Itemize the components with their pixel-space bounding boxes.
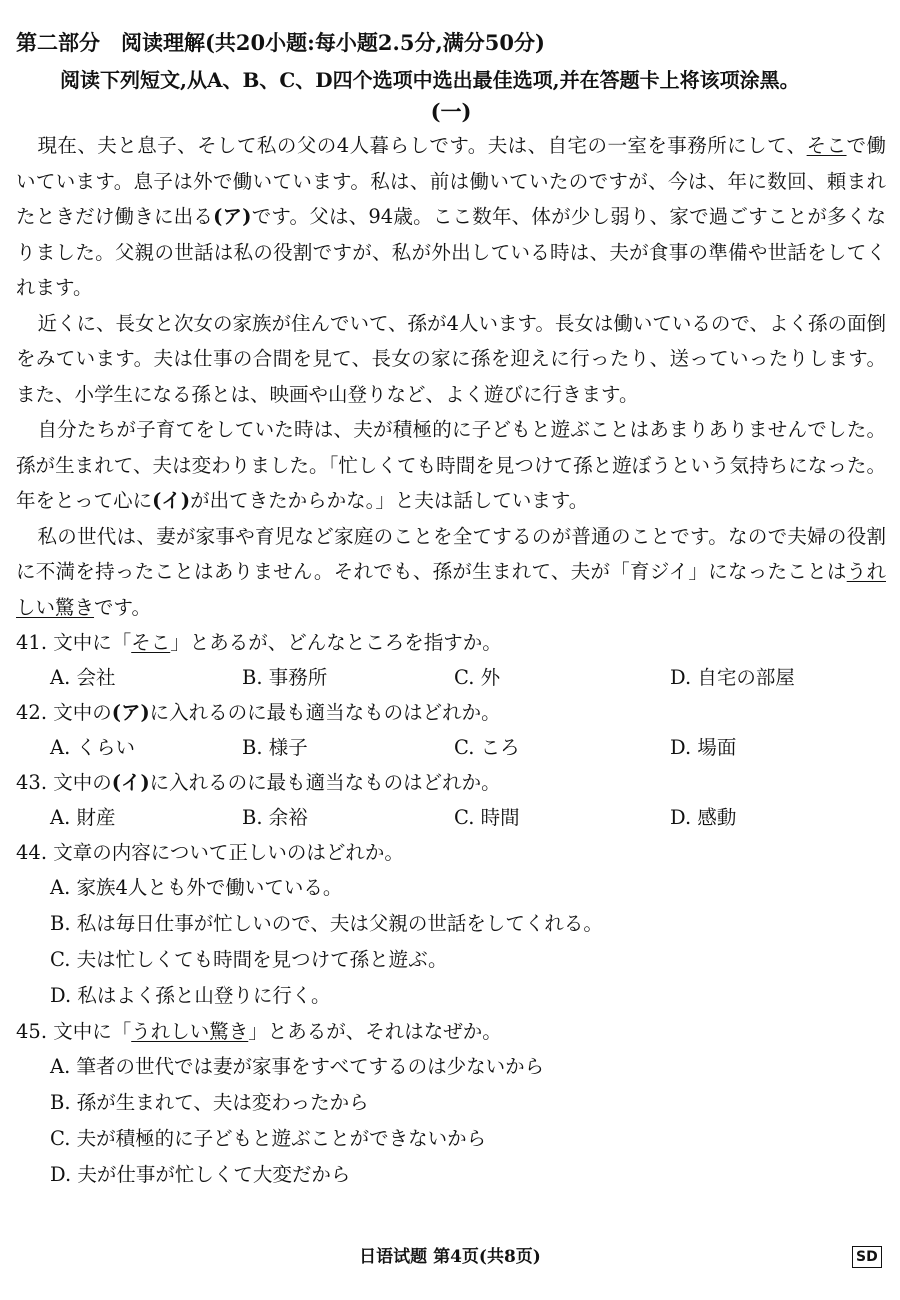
option-b[interactable]: B. 私は毎日仕事が忙しいので、夫は父親の世話をしてくれる。	[50, 912, 603, 935]
instruction-text: 阅读下列短文,从A、B、C、D四个选项中选出最佳选项,并在答题卡上将该项涂黑。	[60, 68, 800, 92]
reading-passage	[16, 128, 886, 625]
options	[16, 1049, 886, 1193]
option-a[interactable]: A. 筆者の世代では妻が家事をすべてするのは少ないから	[50, 1055, 545, 1078]
passage-paragraph-4	[16, 519, 886, 626]
option-d[interactable]: D. 自宅の部屋	[670, 666, 795, 689]
passage-text: で働いています。息子は外で働いています。私は、前は働いていたのですが、今は、年に数回、頼まれたときだけ働きに出る	[16, 134, 886, 228]
stem-text: 41. 文中に「	[16, 631, 132, 654]
stem-underlined: うれしい驚き	[131, 1020, 249, 1043]
option-c[interactable]: C. 夫は忙しくても時間を見つけて孫と遊ぶ。	[50, 948, 448, 971]
option-a[interactable]: A. 会社	[50, 666, 116, 689]
question-45	[16, 1014, 886, 1193]
option-d[interactable]: D. 夫が仕事が忙しくて大変だから	[50, 1163, 351, 1186]
blank-a: (ア)	[213, 205, 252, 228]
blank-i: (イ)	[152, 489, 191, 512]
stem-blank: (ア)	[111, 701, 150, 724]
option-a[interactable]: A. くらい	[50, 736, 135, 759]
option-d[interactable]: D. 感動	[670, 806, 737, 829]
exam-page	[16, 28, 886, 1193]
option-b[interactable]: B. 事務所	[242, 666, 328, 689]
stem-text: に入れるのに最も適当なものはどれか。	[149, 771, 501, 794]
sd-badge: SD	[852, 1246, 882, 1268]
option-d[interactable]: D. 場面	[670, 736, 737, 759]
stem-blank: (イ)	[111, 771, 150, 794]
stem-text: 」とあるが、それはなぜか。	[248, 1020, 502, 1043]
page-number: 日语试题 第4页(共8页)	[359, 1247, 541, 1267]
question-44	[16, 835, 886, 1014]
options	[16, 660, 886, 695]
passage-paragraph-1	[16, 128, 886, 306]
options	[16, 800, 886, 835]
question-stem	[16, 1014, 886, 1049]
passage-text: 私の世代は、妻が家事や育児など家庭のことを全てするのが普通のことです。なので夫婦の役割に不満を持ったことはありません。それでも、孫が生まれて、夫が「育ジイ」になったことは	[16, 524, 886, 583]
option-b[interactable]: B. 様子	[242, 736, 308, 759]
passage-text: が出てきたからかな。」と夫は話しています。	[190, 489, 589, 512]
question-42	[16, 695, 886, 765]
passage-text: 現在、夫と息子、そして私の父の4人暮らしです。夫は、自宅の一室を事務所にして、	[37, 134, 807, 157]
stem-text: に入れるのに最も適当なものはどれか。	[149, 701, 501, 724]
underlined-ureshii-odoroki: うれしい驚き	[16, 560, 886, 619]
passage-text: です。父は、94歳。ここ数年、体が少し弱り、家で過ごすことが多くなりました。父親の世話は私の役割ですが、私が外出している時は、夫が食事の準備や世話をしてくれます。	[16, 205, 886, 299]
stem-text: 45. 文中に「	[16, 1020, 132, 1043]
section-title: 第二部分 阅读理解(共20小题:每小题2.5分,满分50分)	[16, 30, 545, 55]
options	[16, 730, 886, 765]
option-a[interactable]: A. 財産	[50, 806, 116, 829]
stem-text: 43. 文中の	[16, 771, 112, 794]
question-stem: 44. 文章の内容について正しいのはどれか。	[16, 841, 404, 864]
passage-text: です。	[94, 595, 151, 619]
option-d[interactable]: D. 私はよく孫と山登りに行く。	[50, 984, 331, 1007]
option-b[interactable]: B. 余裕	[242, 806, 308, 829]
option-c[interactable]: C. ころ	[454, 736, 520, 759]
stem-text: 42. 文中の	[16, 701, 112, 724]
stem-underlined: そこ	[131, 631, 171, 654]
passage-number: (一)	[430, 99, 472, 124]
option-c[interactable]: C. 夫が積極的に子どもと遊ぶことができないから	[50, 1127, 487, 1150]
passage-paragraph-3	[16, 412, 886, 519]
question-stem	[16, 625, 886, 660]
question-41	[16, 625, 886, 695]
question-stem	[16, 765, 886, 800]
option-c[interactable]: C. 時間	[454, 806, 520, 829]
passage-paragraph-2: 近くに、長女と次女の家族が住んでいて、孫が4人います。長女は働いているので、よく孫の面倒をみています。夫は仕事の合間を見て、長女の家に孫を迎えに行ったり、送っていったりします。また、小学生になる孫とは、映画や山登りなど、よく遊びに行きます。	[16, 311, 887, 406]
passage-text: 自分たちが子育てをしていた時は、夫が積極的に子どもと遊ぶことはあまりありませんでした。孫が生まれて、夫は変わりました。「忙しくても時間を見つけて孫と遊ぼうという気持ちになった。年をとって心に	[16, 418, 886, 512]
options	[16, 870, 886, 1014]
page-footer	[0, 1242, 900, 1272]
option-c[interactable]: C. 外	[454, 666, 501, 689]
underlined-soko: そこ	[806, 134, 847, 157]
stem-text: 」とあるが、どんなところを指すか。	[170, 631, 502, 654]
option-b[interactable]: B. 孫が生まれて、夫は変わったから	[50, 1091, 369, 1114]
question-43	[16, 765, 886, 835]
question-stem	[16, 695, 886, 730]
option-a[interactable]: A. 家族4人とも外で働いている。	[50, 876, 343, 899]
